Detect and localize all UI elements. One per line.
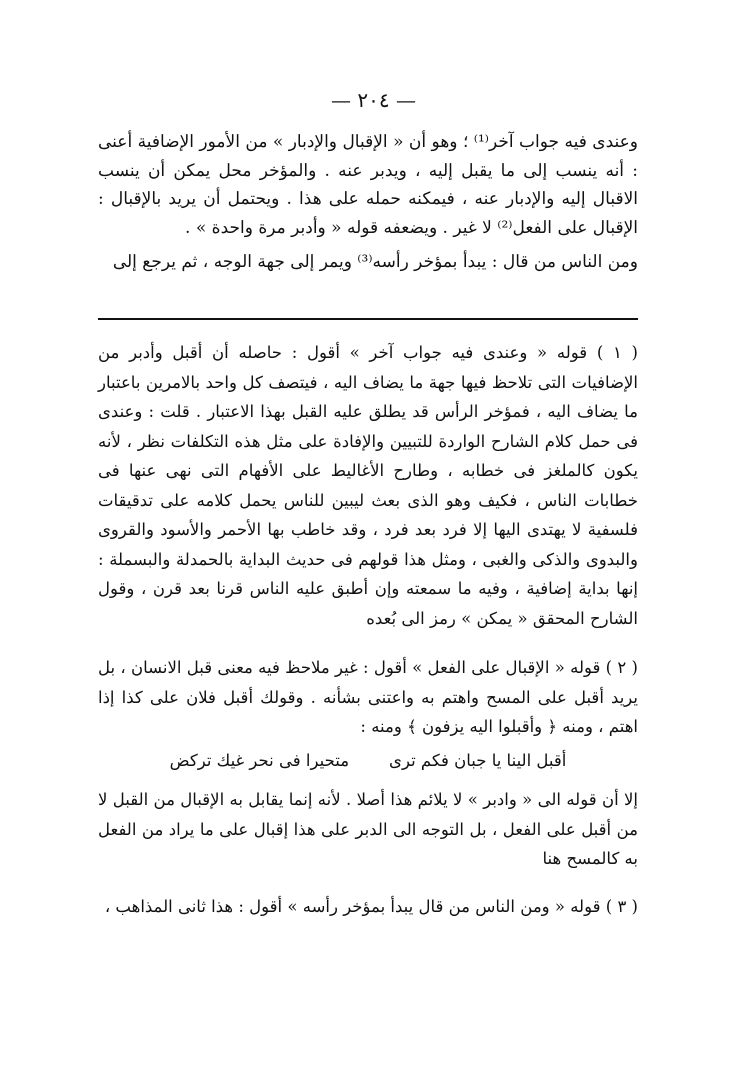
poetry-verse [98,746,638,776]
page-number: — ٢٠٤ — [331,88,416,112]
footnote-2-outro: إلا أن قوله الى « وادبر » لا يلائم هذا أصلا . لأنه إنما يقابل به الإقبال من القبل لا من أقبل على الفعل ، بل التوجه الى الدبر على هذا إقبال على ما يراد من الفعل به كالمسح هنا [98,790,638,868]
footnote-2-intro: ( ٢ ) قوله « الإقبال على الفعل » أقول : غير ملاحظ فيه معنى قبل الانسان ، بل يريد أقبل على المسح واهتم به واعتنى بشأنه . وقولك أقبل فلان على كذا إذا اهتم ، ومنه ﴿ وأقبلوا اليه يزفون ﴾ ومنه : [98,658,638,736]
verse-hemistich-2: متحيرا فى نحر غيك تركض [169,750,350,770]
footnote-1: ( ١ ) قوله « وعندى فيه جواب آخر » أقول : حاصله أن أقبل وأدبر من الإضافيات التى تلاحظ فيها جهة ما يضاف اليه ، فيتصف كل واحد بالامرين باعتبار ما يضاف اليه ، فمؤخر الرأس قد يطلق عليه القبل بهذا الاعتبار . قلت : وعندى فى حمل كلام الشارح الواردة للتبيين والإفادة على مثل هذه التكلفات نظر ، لأنه يكون كالملغز فى خطابه ، وطارح الأغاليط على الأفهام التى نهى عنها فى خطابات الناس ، فكيف وهو الذى بعث ليبين للناس يحمل كلامه على تدقيقات فلسفية لا يهتدى اليها إلا فرد بعد فرد ، وقد خاطب بها الأحمر والأسود والقروى والبدوى والذكى والغبى ، ومثل هذا قولهم فى حديث البداية بالحمدلة والبسملة : إنها بداية إضافية ، وفيه ما سمعته وإن أطبق عليه الناس قرنا بعد قرن ، وقول الشارح المحقق « يمكن » رمز الى بُعده [98,343,639,628]
verse-hemistich-1: أقبل الينا يا جبان فكم ترى [389,750,567,770]
footnote-divider [98,318,638,320]
main-paragraph-1: وعندى فيه جواب آخر⁽¹⁾ ؛ وهو أن « الإقبال والإدبار » من الأمور الإضافية أعنى : أنه ينسب إلى ما يقبل إليه ، ويدبر عنه . والمؤخر محل يمكن أن ينسب الاقبال إليه والإدبار عنه ، فيمكنه حمله على هذا . ويحتمل أن يريد بالإقبال : الإقبال على الفعل⁽²⁾ لا غير . ويضعفه قوله « وأدبر مرة واحدة » . [98,132,638,238]
footnotes [98,338,638,939]
footnote-2 [98,653,638,874]
main-text [98,128,638,277]
footnote-3: ( ٣ ) قوله « ومن الناس من قال يبدأ بمؤخر رأسه » أقول : هذا ثانى المذاهب ، [104,896,638,916]
main-paragraph-2: ومن الناس من قال : يبدأ بمؤخر رأسه⁽³⁾ ويمر إلى جهة الوجه ، ثم يرجع إلى [112,252,638,272]
